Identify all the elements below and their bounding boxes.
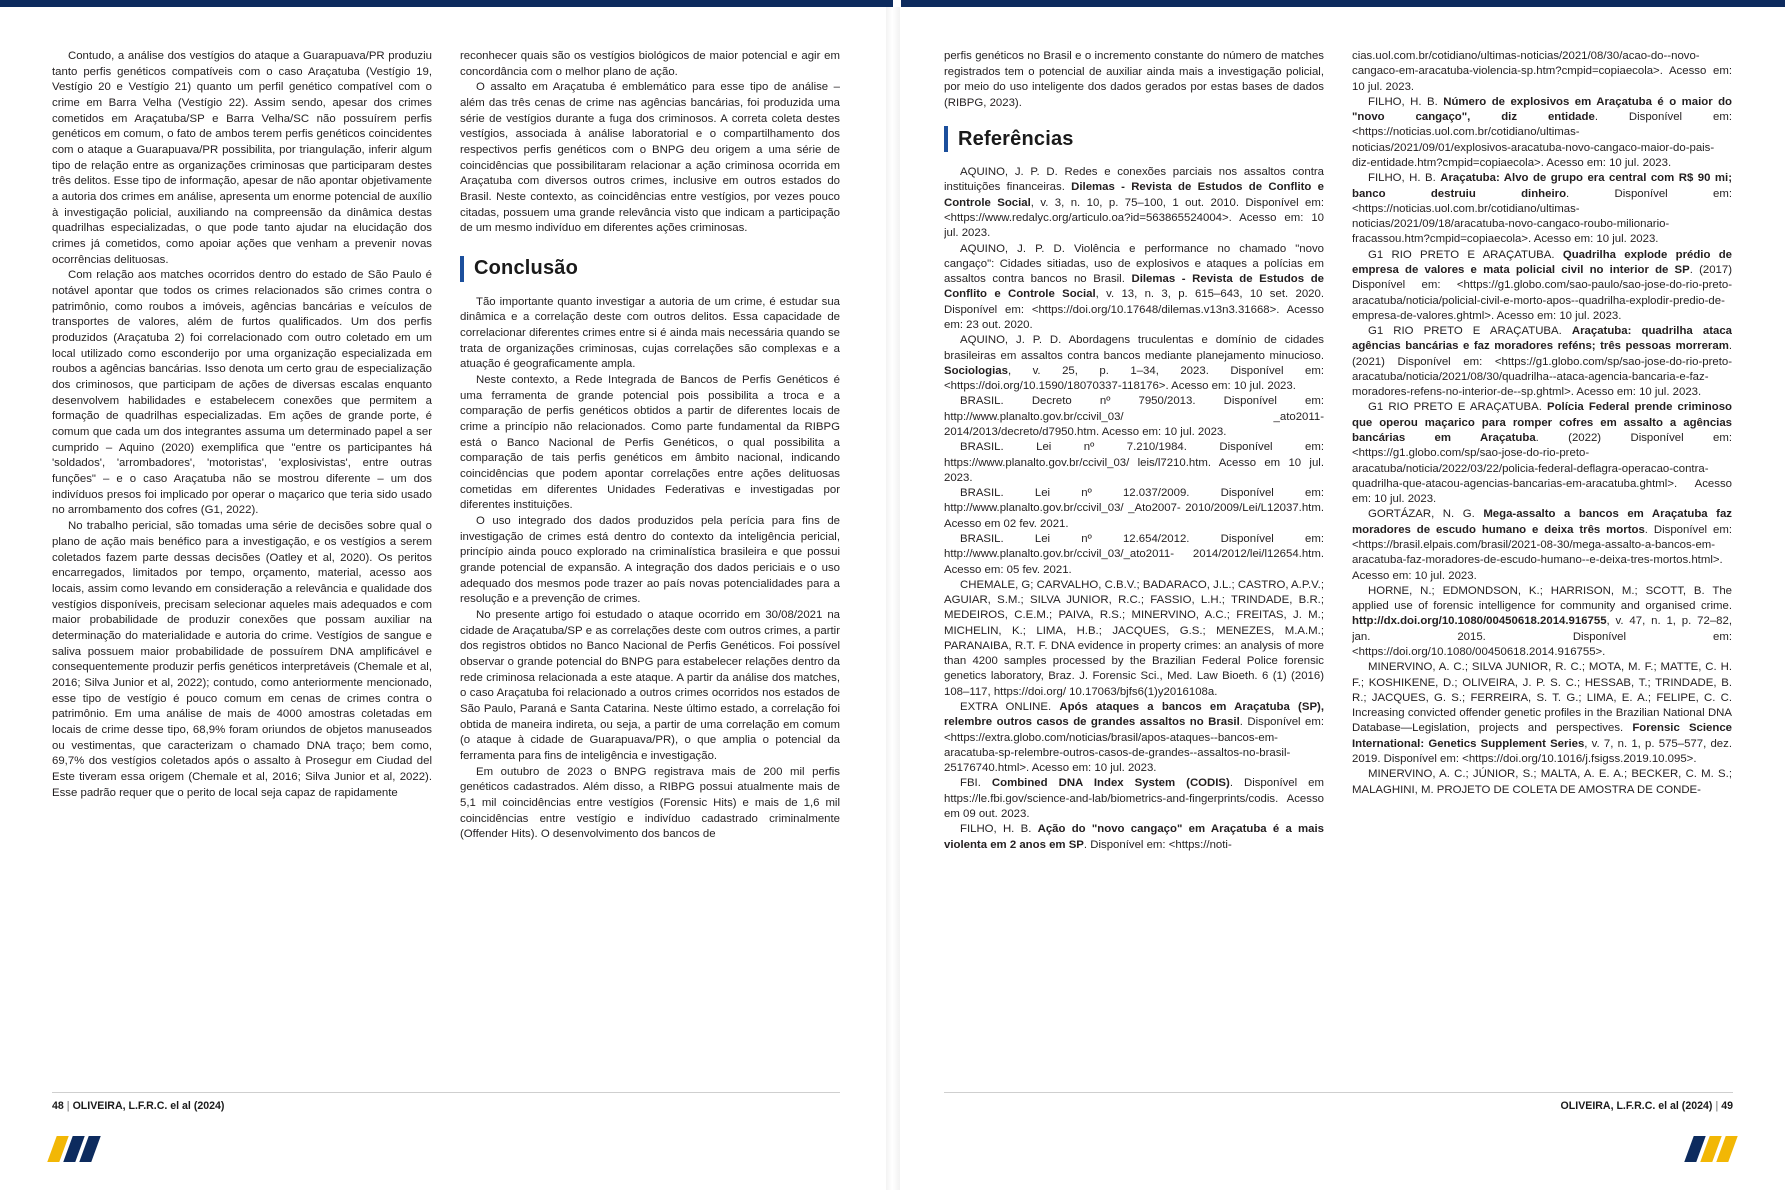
- reference-text-run: , v. 13, n. 3, p. 615–643, 10 set. 2020. Disponível em: <https://doi.org/10.17648/dilemas.v13n3.31668>. Acesso em: 23 out. 2020.: [944, 288, 1324, 331]
- right-column-1: [944, 49, 1324, 1085]
- left-page-columns: [52, 49, 840, 1085]
- reference-text-run: EXTRA ONLINE.: [960, 701, 1060, 714]
- left-footer-citation: OLIVEIRA, L.F.R.C. el al (2024): [72, 1100, 225, 1112]
- reference-text-run: cias.uol.com.br/cotidiano/ultimas-noticias/2021/08/30/acao-do--novo-cangaco-em-aracatuba-violencia-sp.htm?cmpid=copiaecola>. Acesso em: 10 jul. 2023.: [1352, 50, 1732, 93]
- reference-text-run: , v. 25, p. 1–34, 2023. Disponível em: <https://doi.org/10.1590/18070337-118176>. Acesso em: 10 jul. 2023.: [944, 364, 1324, 393]
- conclusion-heading: [460, 255, 840, 283]
- reference-entry: [1352, 660, 1732, 767]
- reference-text-run: Quadrilha explode prédio de empresa de valores e mata policial civil no interior de SP: [1352, 248, 1732, 276]
- reference-text-run: . Disponível em https://le.fbi.gov/science-and-lab/biometrics-and-fingerprints/codis. Acesso em 09 out. 2023.: [944, 777, 1324, 820]
- reference-text-run: Araçatuba: quadrilha ataca agências bancárias e faz moradores reféns; três pessoas morreram: [1352, 325, 1732, 353]
- reference-text-run: AQUINO, J. P. D. Violência e performance no chamado "novo cangaço": Cidades sitiadas, uso de explosivos e ataques a polícias em assaltos contra bancos no Brasil.: [944, 242, 1324, 286]
- right-page: [892, 7, 1785, 1190]
- reference-text-run: AQUINO, J. P. D. Abordagens truculentas e domínio de cidades brasileiras em assaltos contra bancos mediante planejamento minucioso.: [944, 334, 1324, 362]
- reference-text-run: . (2017) Disponível em: <https://g1.globo.com/sao-paulo/sao-jose-do-rio-preto-aracatuba/noticia/policial-civil-e-morto-apos--quadrilha-explodir-predio-de-empresa-de-valores.ghtml>. Acesso em: 10 jul. 2023.: [1352, 263, 1732, 322]
- heading-accent-bar: [944, 126, 948, 152]
- reference-text-run: Mega-assalto a bancos em Araçatuba faz moradores de escudo humano e deixa três mortos: [1352, 508, 1732, 536]
- reference-entry: [944, 165, 1324, 241]
- reference-text-run: BRASIL. Lei nº 12.037/2009. Disponível em: http://www.planalto.gov.br/ccivil_03/ _Ato2007- 2010/2009/Lei/L12037.htm. Acesso em 02 fev. 2021.: [944, 487, 1324, 530]
- right-page-number: 49: [1721, 1100, 1733, 1112]
- reference-text-run: , v. 47, n. 1, p. 72–82, jan. 2015. Disponível em: <https://doi.org/10.1080/00450618.2014.916755>.: [1352, 615, 1732, 658]
- reference-entry: [944, 333, 1324, 394]
- left-page-footer: 48 | OLIVEIRA, L.F.R.C. el al (2024): [52, 1092, 840, 1112]
- conclusion-heading-label: Conclusão: [474, 257, 579, 280]
- reference-list-column-2: [1352, 49, 1732, 798]
- reference-entry: [944, 486, 1324, 532]
- references-heading-label: Referências: [958, 127, 1074, 150]
- reference-text-run: Combined DNA Index System (CODIS): [991, 777, 1230, 790]
- body-paragraph: Contudo, a análise dos vestígios do ataque a Guarapuava/PR produziu tanto perfis genéticos compatíveis com o caso Araçatuba (Vestígio 19, Vestígio 20 e Vestígio 21) quanto um perfil genético compatível com o crime em Barra Velha (Vestígio 22). Assim sendo, apesar dos crimes cometidos em Araçatuba/SP e Barra Velha/SC não possuírem perfis genéticos em comum, o fato de ambos terem perfis genéticos coincidentes com o ataque a Guarapuava/PR possibilita, por triangulação, inferir algum tipo de relação entre as organizações criminosas que participaram destes três delitos. Esse tipo de informação, apesar de não apontar objetivamente a autoria dos crimes em análise, apresenta um enorme potencial de auxílio à investigação policial, auxiliando na compreensão da dinâmica destas quadrilhas especializadas, o que pode tanto ajudar na elucidação dos crimes já cometidos, como apoiar ações que venham a prevenir novas ocorrências delituosas.: [52, 50, 432, 266]
- reference-entry: [944, 700, 1324, 776]
- reference-text-run: FILHO, H. B.: [1368, 95, 1444, 108]
- top-bar-right-segment: [901, 0, 1785, 7]
- reference-entry: [1352, 584, 1732, 660]
- right-footer-citation: OLIVEIRA, L.F.R.C. el al (2024): [1560, 1100, 1713, 1112]
- right-page-footer: OLIVEIRA, L.F.R.C. el al (2024) | 49: [944, 1092, 1733, 1112]
- body-paragraph: O uso integrado dos dados produzidos pela perícia para fins de investigação de crimes está dentro do contexto da inteligência pericial, princípio ainda pouco explorado na criminalística brasileira e que possui grande potencial de expansão. A integração dos dados periciais e o uso adequado dos mesmos pode trazer ao país novas potencialidades para a resolução e a prevenção de crimes.: [460, 514, 840, 606]
- body-paragraph: No trabalho pericial, são tomadas uma série de decisões sobre qual o plano de ação mais benéfico para a investigação, e os vestígios a serem coletados fazem parte dessas decisões (Oatley et al, 2020). Os peritos encarregados, limitados por tempo, orçamento, material, acesso aos locais, assim como levando em consideração a relevância e qualidade dos vestígios disponíveis, precisam selecionar aqueles mais adequados e com maior probabilidade de produzir conexões que possam auxiliar na determinação do materialidade e autoria do crime. Vestígios de sangue e saliva possuem maior probabilidade de possuírem DNA amplificável e consequentemente produzir perfis genéticos interpretáveis (Chemale et al, 2016; Silva Junior et al, 2022); contudo, como anteriormente mencionado, esse tipo de vestígio é pouco comum em cenas de crimes contra o patrimônio. Em uma análise de mais de 4000 amostras coletadas em locais de crime desse tipo, 68,9% foram oriundos de objetos manuseados ou vestimentas, que caracterizam o chamado DNA traço; bem como, 69,7% dos vestígios coletados após o assalto à Prosegur em Ciudad del Este tiveram essa origem (Chemale et al, 2016; Silva Junior et al, 2022). Esse padrão requer que o perito de local seja capaz de rapidamente: [52, 520, 432, 799]
- right-column-2: [1352, 49, 1732, 1085]
- reference-text-run: . Disponível em: <https://noti-: [1083, 838, 1232, 851]
- reference-entry: [944, 532, 1324, 578]
- reference-entry: [944, 242, 1324, 334]
- reference-text-run: Forensic Science International: Genetics Supplement Series: [1352, 722, 1732, 750]
- body-paragraph: reconhecer quais são os vestígios biológicos de maior potencial e agir em concordância com o melhor plano de ação.: [460, 50, 840, 78]
- reference-entry: [944, 394, 1324, 440]
- reference-text-run: Após ataques a bancos em Araçatuba (SP), relembre outros casos de grandes assaltos no Brasil: [944, 701, 1324, 729]
- body-paragraph: Tão importante quanto investigar a autoria de um crime, é estudar sua dinâmica e a correlação deste com outros delitos. Essa capacidade de correlacionar diferentes crimes entre si é ainda mais necessária quando se trata de organizações criminosas, cujas correlações são complexas e a atuação é geograficamente ampla.: [460, 295, 840, 371]
- reference-text-run: FILHO, H. B.: [960, 823, 1038, 836]
- reference-text-run: HORNE, N.; EDMONDSON, K.; HARRISON, M.; SCOTT, B. The applied use of forensic intelligence for community and organised crime.: [1352, 584, 1732, 613]
- reference-text-run: . Disponível em: <https://brasil.elpais.com/brasil/2021-08-30/mega-assalto-a-bancos-em-aracatuba-faz-moradores-de-escudo-humano--e-deixa-tres-mortos.html>. Acesso em: 10 jul. 2023.: [1352, 523, 1732, 582]
- reference-entry: [1352, 95, 1732, 171]
- reference-text-run: . Disponível em: <https://noticias.uol.com.br/cotidiano/ultimas-noticias/2021/09/01/explosivos-aracatuba-novo-cangaco-maior-do-pais-diz-entidade.htm?cmpid=copiaecola>. Acesso em: 10 jul. 2023.: [1352, 111, 1732, 169]
- reference-text-run: http://dx.doi.org/10.1080/00450618.2014.916755: [1352, 615, 1607, 628]
- reference-text-run: , v. 7, n. 1, p. 575–577, dez. 2019. Disponível em: <https://doi.org/10.1016/j.fsigss.2019.10.095>.: [1352, 737, 1732, 765]
- reference-entry: [944, 776, 1324, 822]
- reference-text-run: GORTÁZAR, N. G.: [1368, 508, 1484, 521]
- right-page-columns: [944, 49, 1733, 1085]
- reference-text-run: BRASIL. Lei nº 12.654/2012. Disponível em: http://www.planalto.gov.br/ccivil_03/_ato2011- 2014/2012/lei/l12654.htm. Acesso em: 05 fev. 2021.: [944, 532, 1324, 576]
- reference-text-run: Dilemas - Revista de Estudos de Conflito e Controle Social: [944, 181, 1324, 209]
- body-paragraph: No presente artigo foi estudado o ataque ocorrido em 30/08/2021 na cidade de Araçatuba/SP e as correlações deste com outros crimes, a partir dos registros obtidos no Banco Nacional de Perfis Genéticos. Foi possível observar o grande potencial do BNPG para estabelecer relações dentro da rede criminosa relacionada a este ataque. A partir da análise dos matches, o caso Araçatuba foi relacionado a outros crimes ocorridos nos estados de São Paulo, Paraná e Santa Catarina. Neste último estado, a correlação foi obtida de maneira indireta, ou seja, a partir de uma correlação em comum (o ataque à cidade de Guarapuava/PR), o que amplia o potencial da ferramenta para fins de inteligência e investigação.: [460, 609, 840, 763]
- reference-entry: [1352, 767, 1732, 798]
- reference-text-run: . Disponível em: <https://noticias.uol.com.br/cotidiano/ultimas-noticias/2021/09/18/aracatuba-novo-cangaco-roubo-milionario-fracassou.htm?cmpid=copiaecola>. Acesso em: 10 jul. 2023.: [1352, 187, 1732, 246]
- left-page: [0, 7, 892, 1190]
- top-bar-gap: [893, 0, 901, 7]
- reference-text-run: Sociologias: [944, 364, 1008, 377]
- top-decorative-bar: [0, 0, 1785, 7]
- reference-text-run: Araçatuba: Alvo de grupo era central com R$ 90 mi; banco destruiu dinheiro: [1352, 172, 1732, 200]
- left-corner-decoration: [52, 1136, 110, 1162]
- body-paragraph: O assalto em Araçatuba é emblemático para esse tipo de análise – além das três cenas de crime nas agências bancárias, foi produzida uma série de vestígios durante a fuga dos criminosos. A correta coleta destes vestígios, associada à análise laboratorial e o compartilhamento dos respectivos perfis genéticos com o BNPG deu origem a uma série de coincidências que possibilitaram relacionar a ação criminosa ocorrida em Araçatuba com diversos outros crimes, inclusive em outros estados do Brasil. Neste contexto, as coincidências entre vestígios, por vezes pouco citadas, possuem uma grande relevância visto que indicam a participação de um mesmo indivíduo em diferentes ações criminosas.: [460, 81, 840, 235]
- heading-accent-bar: [460, 256, 464, 282]
- reference-text-run: BRASIL. Lei nº 7.210/1984. Disponível em: https://www.planalto.gov.br/ccivil_03/ leis/l7210.htm. Acesso em 10 jul. 2023.: [944, 441, 1324, 484]
- reference-text-run: Ação do "novo cangaço" em Araçatuba é a mais violenta em 2 anos em SP: [944, 823, 1324, 851]
- reference-entry: [944, 578, 1324, 700]
- reference-entry: [1352, 507, 1732, 583]
- reference-entry: [1352, 49, 1732, 95]
- left-column-2: [460, 49, 840, 1085]
- right-corner-decoration: [1675, 1136, 1733, 1162]
- reference-entry: [1352, 248, 1732, 324]
- reference-text-run: BRASIL. Decreto nº 7950/2013. Disponível em: http://www.planalto.gov.br/ccivil_03/ _ato2011-2014/2013/decreto/d7950.htm. Acesso em: 10 jul. 2023.: [944, 395, 1324, 438]
- page-spread: [0, 7, 1785, 1190]
- reference-text-run: MINERVINO, A. C.; JÚNIOR, S.; MALTA, A. E. A.; BECKER, C. M. S.; MALAGHINI, M. PROJETO DE COLETA DE AMOSTRA DE CONDE-: [1352, 768, 1732, 796]
- reference-entry: [1352, 324, 1732, 400]
- reference-entry: [1352, 171, 1732, 247]
- reference-text-run: G1 RIO PRETO E ARAÇATUBA.: [1368, 401, 1547, 414]
- reference-text-run: G1 RIO PRETO E ARAÇATUBA.: [1368, 325, 1572, 338]
- reference-text-run: G1 RIO PRETO E ARAÇATUBA.: [1368, 248, 1563, 261]
- reference-list-column-1: [944, 165, 1324, 853]
- reference-entry: [944, 440, 1324, 486]
- top-bar-left-segment: [0, 0, 893, 7]
- body-paragraph: Em outubro de 2023 o BNPG registrava mais de 200 mil perfis genéticos cadastrados. Além disso, a RIBPG possui atualmente mais de 5,1 mil coincidências entre vestígios (Forensic Hits) e mais de 1,6 mil coincidências entre vestígio e indivíduo cadastrado criminalmente (Offender Hits). O desenvolvimento dos bancos de: [460, 765, 840, 841]
- reference-text-run: FILHO, H. B.: [1368, 172, 1441, 185]
- left-column-1: [52, 49, 432, 1085]
- reference-entry: [944, 822, 1324, 853]
- reference-text-run: , v. 3, n. 10, p. 75–100, 1 out. 2010. Disponível em: <https://www.redalyc.org/articulo.oa?id=563865524004>. Acesso em: 10 jul. 2023.: [944, 196, 1324, 240]
- reference-text-run: . Disponível em: <https://extra.globo.com/noticias/brasil/apos-ataques--bancos-em-aracatuba-sp-relembre-outros-casos-de-grandes--assaltos-no-brasil-25176740.html>. Acesso em: 10 jul. 2023.: [944, 716, 1324, 775]
- reference-text-run: . (2021) Disponível em: <https://g1.globo.com/sp/sao-jose-do-rio-preto-aracatuba/noticia/2021/08/30/quadrilha--ataca-agencia-bancaria-e-faz-moradores-refens-no-interior-de--sp.ghtml>. Acesso em: 10 jul. 2023.: [1352, 340, 1732, 399]
- reference-text-run: FBI.: [960, 777, 992, 790]
- reference-text-run: . (2022) Disponível em: <https://g1.globo.com/sp/sao-jose-do-rio-preto-aracatuba/noticia/2022/03/22/policia-federal-deflagra-operacao-contra-quadrilha-que-atacou-agencias-bancarias-em-aracatuba.ghtml>. Acesso em: 10 jul. 2023.: [1352, 432, 1732, 506]
- reference-text-run: AQUINO, J. P. D. Redes e conexões parciais nos assaltos contra instituições financeiras.: [944, 166, 1324, 194]
- reference-entry: [1352, 400, 1732, 507]
- reference-text-run: MINERVINO, A. C.; SILVA JUNIOR, R. C.; MOTA, M. F.; MATTE, C. H. F.; KOSHIKENE, D.; OLIVEIRA, J. P. S. C.; HESSAB, T.; TRINDADE, B. R.; JACQUES, G. S.; FERREIRA, S. T. G.; LIMA, E. A.; FELIPE, C. C. Increasing convicted offender genetic profiles in the Brazilian National DNA Database—Legislation, projects and perspectives.: [1352, 661, 1732, 735]
- body-paragraph: Neste contexto, a Rede Integrada de Bancos de Perfis Genéticos é uma ferramenta de grande potencial pois possibilita a troca e a comparação de perfis genéticos obtidos a partir de diferentes locais de crime a princípio não relacionados. Como parte fundamental da RIBPG está o Banco Nacional de Perfis Genéticos, o qual possibilita a comparação de tais perfis genéticos em âmbito nacional, indicando coincidências que podem apontar correlações entre ações delituosas cometidas em diferentes Unidades Federativas e investigadas por diferentes instituições.: [460, 373, 840, 512]
- references-heading: [944, 126, 1324, 154]
- body-paragraph: Com relação aos matches ocorridos dentro do estado de São Paulo é notável apontar que todos os crimes relacionados são crimes contra o patrimônio, como roubos a imóveis, agências bancárias e veículos de transportes de valores, além de furtos qualificados. Um dos perfis produzidos (Araçatuba 2) foi correlacionado com outro coletado em um local utilizado como esconderijo por uma organização especializada em roubos a agências bancárias. Isso denota um certo grau de especialização dos criminosos, que participam de ações de diversas escalas enquanto desenvolvem habilidades e estabelecem conexões que permitem a formação de quadrilhas especializadas. Em ações de grande porte, é comum que cada um dos integrantes assuma um determinado papel a ser cumprido – Aquino (2020) exemplifica que "entre os participantes há 'soldados', 'arrombadores', 'motoristas', 'explosivistas', entre outras funções" – e o caso Araçatuba não se mostrou diferente – um dos indivíduos presos foi implicado por operar o maçarico que teria sido usado no arrombamento dos cofres (G1, 2022).: [52, 269, 432, 517]
- reference-text-run: Número de explosivos em Araçatuba é o maior do "novo cangaço", diz entidade: [1352, 95, 1732, 124]
- reference-text-run: CHEMALE, G; CARVALHO, C.B.V.; BADARACO, J.L.; CASTRO, A.P.V.; AGUIAR, S.M.; SILVA JUNIOR, R.C.; FASSIO, L.H.; TRINDADE, B.R.; MEDEIROS, C.E.M.; PAIVA, R.S.; MINERVINO, A.C.; FREITAS, J. M.; MICHELIN, K.; LIMA, H.B.; JACQUES, G.S.; MENEZES, M.A.M.; PARANAIBA, R.T. F. DNA evidence in property crimes: an analysis of more than 4200 samples processed by the Brazilian Federal Police forensic genetics laboratory, Braz. J. Forensic Sci., Med. Law Bioeth. 6 (1) (2016) 108–117, https://doi.org/ 10.17063/bjfs6(1)y2016108a.: [944, 578, 1324, 698]
- reference-text-run: Dilemas - Revista de Estudos de Conflito e Controle Social: [944, 273, 1324, 301]
- reference-text-run: Polícia Federal prende criminoso que operou maçarico para romper cofres em assalto a agências bancárias em Araçatuba: [1352, 401, 1732, 445]
- left-page-number: 48: [52, 1100, 64, 1112]
- body-paragraph: perfis genéticos no Brasil e o incremento constante do número de matches registrados tem o potencial de auxiliar ainda mais a investigação policial, por meio do uso inteligente dos dados gerados por estas bases de dados (RIBPG, 2023).: [944, 50, 1324, 110]
